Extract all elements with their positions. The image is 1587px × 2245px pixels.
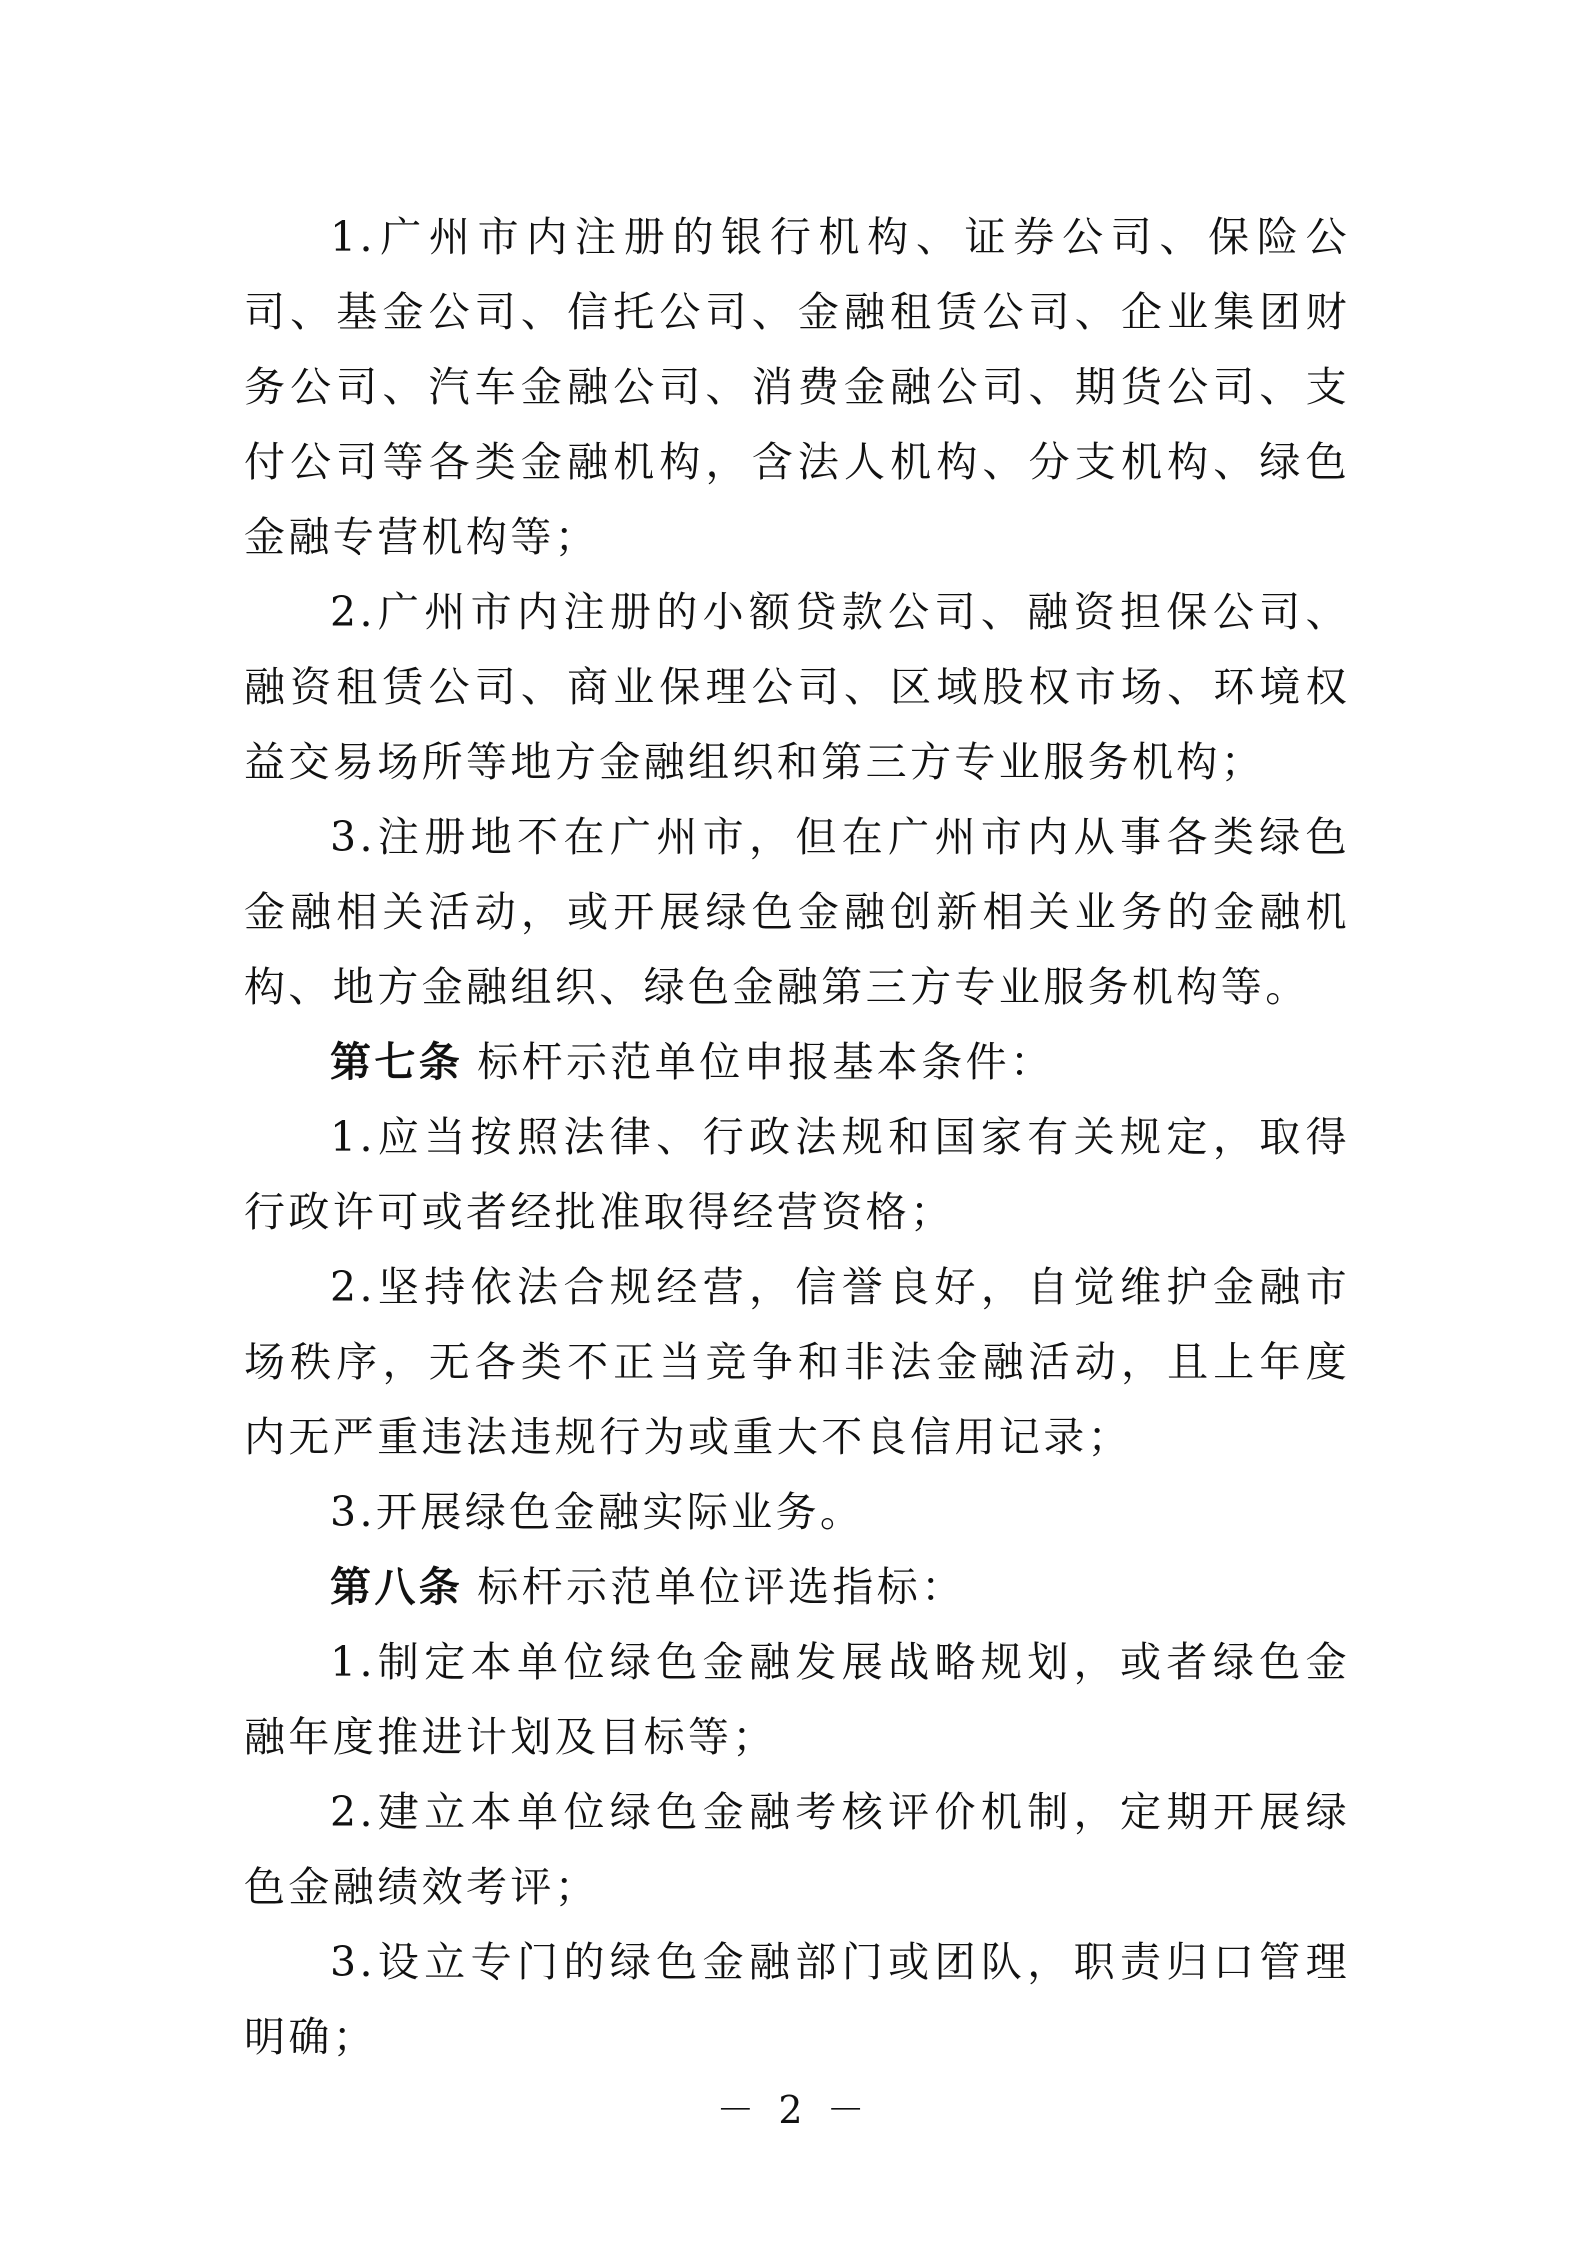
article-7-item-2: 2.坚持依法合规经营，信誉良好，自觉维护金融市场秩序，无各类不正当竞争和非法金融活动，且上年度内无严重违法违规行为或重大不良信用记录； (244, 1263, 1350, 1461)
article-7-heading (244, 1025, 1350, 1100)
article-7-title: 标杆示范单位申报基本条件： (477, 1038, 1055, 1086)
article-8-number: 第八条 (330, 1563, 464, 1611)
article-8-title: 标杆示范单位评选指标： (477, 1563, 966, 1611)
article-8-item-3: 3.设立专门的绿色金融部门或团队，职责归口管理明确； (244, 1938, 1350, 2061)
article-7-item-1: 1.应当按照法律、行政法规和国家有关规定，取得行政许可或者经批准取得经营资格； (244, 1113, 1350, 1236)
paragraph-item-1: 1.广州市内注册的银行机构、证券公司、保险公司、基金公司、信托公司、金融租赁公司、企业集团财务公司、汽车金融公司、消费金融公司、期货公司、支付公司等各类金融机构，含法人机构、分支机构、绿色金融专营机构等； (244, 213, 1350, 561)
paragraph-item-3: 3.注册地不在广州市，但在广州市内从事各类绿色金融相关活动，或开展绿色金融创新相关业务的金融机构、地方金融组织、绿色金融第三方专业服务机构等。 (244, 813, 1350, 1011)
article-8-heading (244, 1550, 1350, 1625)
paragraph-item-2: 2.广州市内注册的小额贷款公司、融资担保公司、融资租赁公司、商业保理公司、区域股权市场、环境权益交易场所等地方金融组织和第三方专业服务机构； (244, 588, 1350, 786)
document-body (244, 200, 1350, 2075)
article-7-item-3: 3.开展绿色金融实际业务。 (330, 1488, 865, 1536)
page-number: － 2 － (716, 2088, 871, 2132)
article-8-item-2: 2.建立本单位绿色金融考核评价机制，定期开展绿色金融绩效考评； (244, 1788, 1350, 1911)
article-7-number: 第七条 (330, 1038, 464, 1086)
article-8-item-1: 1.制定本单位绿色金融发展战略规划，或者绿色金融年度推进计划及目标等； (244, 1638, 1350, 1761)
